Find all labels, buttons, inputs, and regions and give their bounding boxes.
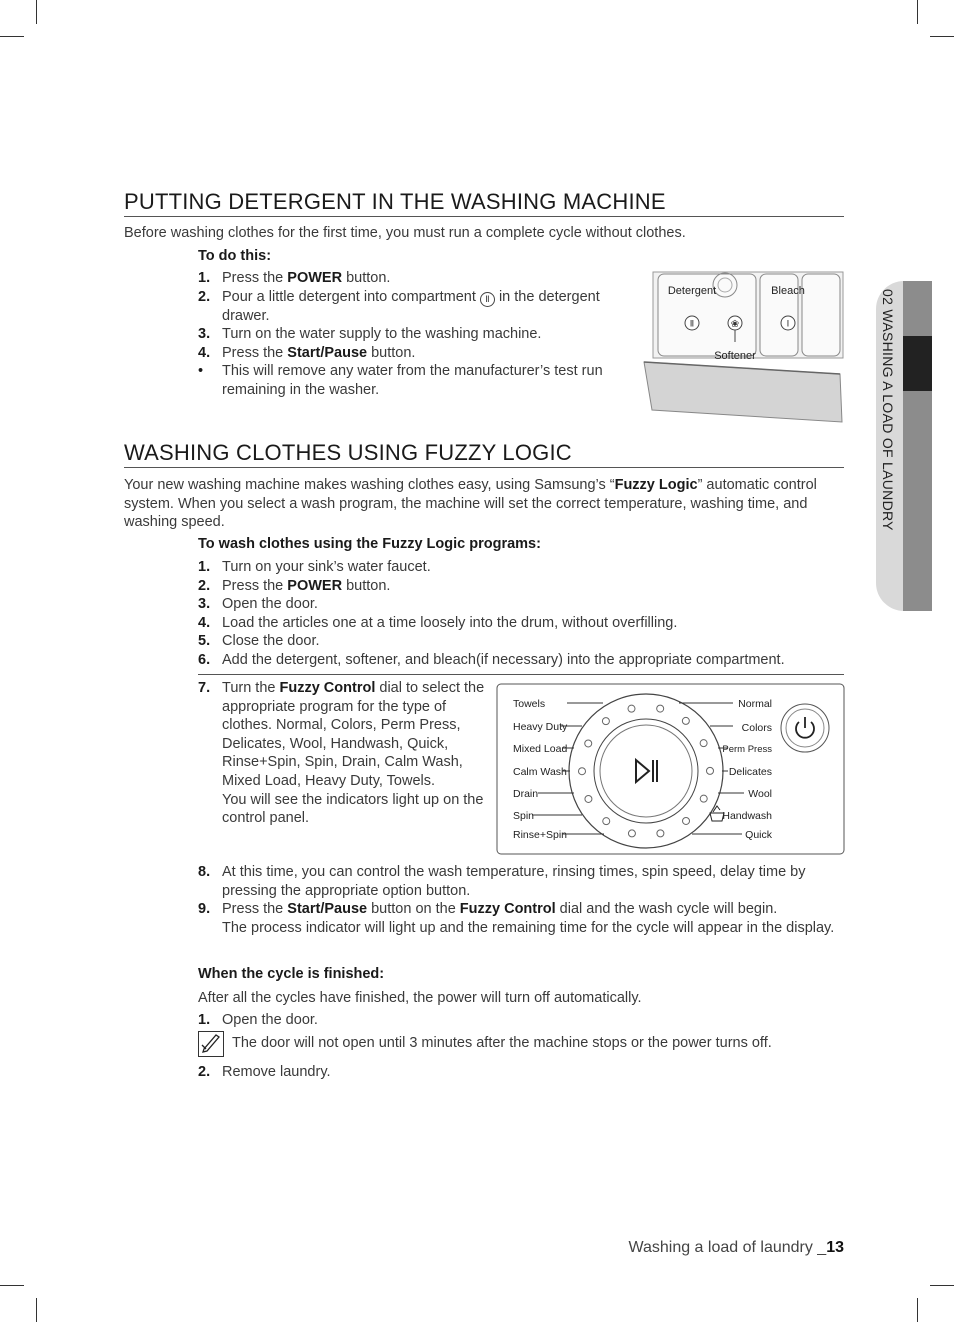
crop-mark <box>36 1298 37 1322</box>
program-label: Heavy Duty <box>513 721 568 733</box>
program-label: Towels <box>513 698 546 710</box>
list-item: 1. Turn on your sink’s water faucet. <box>198 559 431 575</box>
divider <box>198 674 844 675</box>
side-tab-label: 02 WASHING A LOAD OF LAUNDRY <box>880 289 896 531</box>
program-label: Wool <box>748 788 772 800</box>
section2-intro: Your new washing machine makes washing clothes easy, using Samsung’s “Fuzzy Logic” automatic control system. When you select a wash program, the machine will set the correct temperature, washing time, and washing speed. <box>124 477 817 531</box>
side-tab-marker <box>903 336 932 391</box>
list-item: 3. Open the door. <box>198 596 318 613</box>
softener-label: Softener <box>714 350 756 362</box>
program-indicator-dot <box>602 718 609 725</box>
program-label: Rinse+Spin <box>513 829 567 841</box>
bleach-label: Bleach <box>771 285 805 297</box>
program-indicator-dot <box>657 830 664 837</box>
program-label: Handwash <box>722 810 772 822</box>
list-item: • This will remove any water from the manufacturer’s test run remaining in the washer. <box>198 363 603 398</box>
section2-subheading: To wash clothes using the Fuzzy Logic programs: <box>198 536 541 552</box>
crop-mark <box>917 1298 918 1322</box>
side-tab-band <box>903 281 932 611</box>
program-indicator-dot <box>585 740 592 747</box>
program-indicator-dot <box>700 740 707 747</box>
list-item: 1. Open the door. <box>198 1012 318 1028</box>
page-number: 13 <box>826 1239 844 1256</box>
list-item: 2. Remove laundry. <box>198 1064 331 1080</box>
section1-subheading: To do this: <box>198 248 272 264</box>
list-item: 2. Press the POWER button. <box>198 577 391 594</box>
program-indicator-dot <box>585 795 592 802</box>
detergent-label: Detergent <box>667 285 717 297</box>
svg-text:❀: ❀ <box>730 319 740 330</box>
section2-steps <box>198 558 843 670</box>
list-item: 3. Turn on the water supply to the washing machine. <box>198 326 542 343</box>
program-indicator-dot <box>682 717 689 724</box>
program-indicator-dot <box>657 705 664 712</box>
program-label: Delicates <box>728 766 772 778</box>
list-item: 2. Pour a little detergent into compartment Ⅱ in the detergent drawer. <box>198 288 600 324</box>
program-label: Spin <box>513 810 535 822</box>
program-label: Normal <box>738 698 772 710</box>
section-title-detergent: PUTTING DETERGENT IN THE WASHING MACHINE <box>124 189 844 217</box>
program-label: Colors <box>741 722 772 734</box>
program-indicator-dot <box>628 705 635 712</box>
list-item: 8. At this time, you can control the wash temperature, rinsing times, spin speed, delay time by pressing the appropriate option button. <box>198 864 806 899</box>
list-item: 4. Press the Start/Pause button. <box>198 344 416 361</box>
program-label: Drain <box>513 788 539 800</box>
crop-mark <box>0 1285 24 1286</box>
svg-text:Ⅱ: Ⅱ <box>689 318 695 329</box>
svg-text:Ⅰ: Ⅰ <box>786 318 790 329</box>
program-indicator-dot <box>706 767 713 774</box>
section1-steps <box>198 269 628 400</box>
crop-mark <box>930 36 954 37</box>
finished-step1 <box>198 1011 843 1030</box>
section-title-fuzzy-logic: WASHING CLOTHES USING FUZZY LOGIC <box>124 440 844 468</box>
list-item: 6. Add the detergent, softener, and bleach(if necessary) into the appropriate compartment. <box>198 651 785 668</box>
list-item: 9. Press the Start/Pause button on the Fuzzy Control dial and the wash cycle will begin. The process indicator will light up and the remaining time for the cycle will appear in the display. <box>198 901 835 936</box>
note-icon <box>198 1031 224 1057</box>
program-label: Perm Press <box>722 744 772 755</box>
list-item: 5. Close the door. <box>198 633 320 650</box>
steps-8-9 <box>198 863 843 937</box>
crop-mark <box>930 1285 954 1286</box>
program-label: Quick <box>745 829 772 841</box>
crop-mark <box>917 0 918 24</box>
section1-intro: Before washing clothes for the first time, you must run a complete cycle without clothes. <box>124 225 686 241</box>
finished-intro: After all the cycles have finished, the power will turn off automatically. <box>198 990 642 1006</box>
crop-mark <box>0 36 24 37</box>
program-indicator-dot <box>628 830 635 837</box>
note-text: The door will not open until 3 minutes after the machine stops or the power turns off. <box>232 1035 772 1051</box>
list-item: 7. Turn the Fuzzy Control dial to select the appropriate program for the type of clothes. Normal, Colors, Perm Press, Delicates, Wool, Handwash, Quick, Rinse+Spin, Spin, Drain, Calm Wash, Mixed Load, Heavy Duty, Towels. You will see the indicators light up on the control panel. <box>198 680 485 827</box>
compartment-ii-icon: Ⅱ <box>480 292 495 307</box>
list-item: 4. Load the articles one at a time loosely into the drum, without overfilling. <box>198 614 678 631</box>
program-label: Mixed Load <box>513 743 568 755</box>
page-footer: Washing a load of laundry _13 <box>628 1239 844 1256</box>
detergent-drawer-illustration <box>640 270 846 426</box>
finished-step2 <box>198 1063 843 1082</box>
program-indicator-dot <box>603 818 610 825</box>
step7 <box>198 679 488 828</box>
program-indicator-dot <box>683 817 690 824</box>
finished-heading: When the cycle is finished: <box>198 966 385 982</box>
list-item: 1. Press the POWER button. <box>198 270 391 286</box>
program-indicator-dot <box>700 795 707 802</box>
crop-mark <box>36 0 37 24</box>
program-indicator-dot <box>579 768 586 775</box>
program-label: Calm Wash <box>513 766 567 778</box>
fuzzy-control-panel-illustration <box>496 683 846 856</box>
